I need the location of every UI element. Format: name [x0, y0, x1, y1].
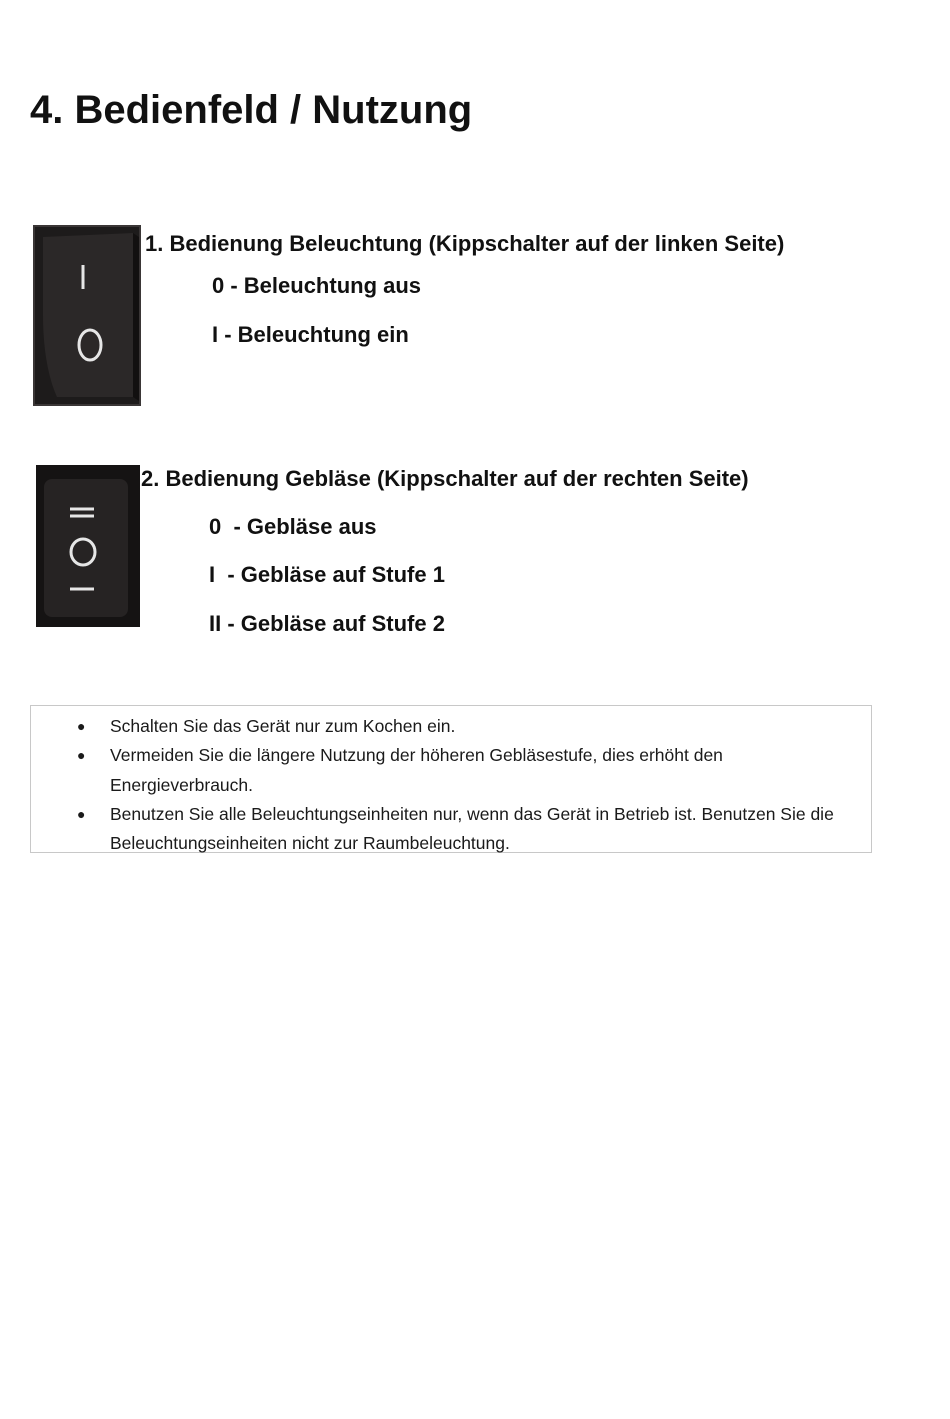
setting-blower-off: 0 - Gebläse aus: [209, 514, 377, 539]
bullet-icon: ●: [77, 805, 86, 822]
note-text: Vermeiden Sie die längere Nutzung der höheren Gebläsestufe, dies erhöht den Energieverbrauch.: [110, 745, 723, 795]
notes-list: [31, 706, 871, 858]
note-item: [31, 741, 871, 800]
bullet-icon: ●: [77, 747, 86, 764]
setting-blower-level-1: I - Gebläse auf Stufe 1: [209, 562, 445, 587]
notes-box: [30, 705, 872, 853]
note-text: Schalten Sie das Gerät nur zum Kochen ein.: [110, 716, 456, 736]
page-title: 4. Bedienfeld / Nutzung: [30, 88, 473, 132]
setting-lighting-off: 0 - Beleuchtung aus: [212, 273, 422, 298]
three-position-rocker-switch-icon: [36, 465, 140, 627]
note-item: [31, 712, 871, 741]
bullet-icon: ●: [77, 718, 86, 734]
rocker-switch-icon: [33, 225, 141, 406]
setting-lighting-on: I - Beleuchtung ein: [212, 322, 409, 347]
note-item: [31, 800, 871, 859]
section-heading-blower: 2. Bedienung Gebläse (Kippschalter auf der rechten Seite): [141, 466, 749, 491]
section-heading-lighting: 1. Bedienung Beleuchtung (Kippschalter auf der linken Seite): [145, 231, 785, 256]
note-text: Benutzen Sie alle Beleuchtungseinheiten nur, wenn das Gerät in Betrieb ist. Benutzen Sie die Beleuchtungseinheiten nicht zur Raumbeleuchtung.: [110, 803, 834, 854]
setting-blower-level-2: II - Gebläse auf Stufe 2: [209, 611, 445, 636]
